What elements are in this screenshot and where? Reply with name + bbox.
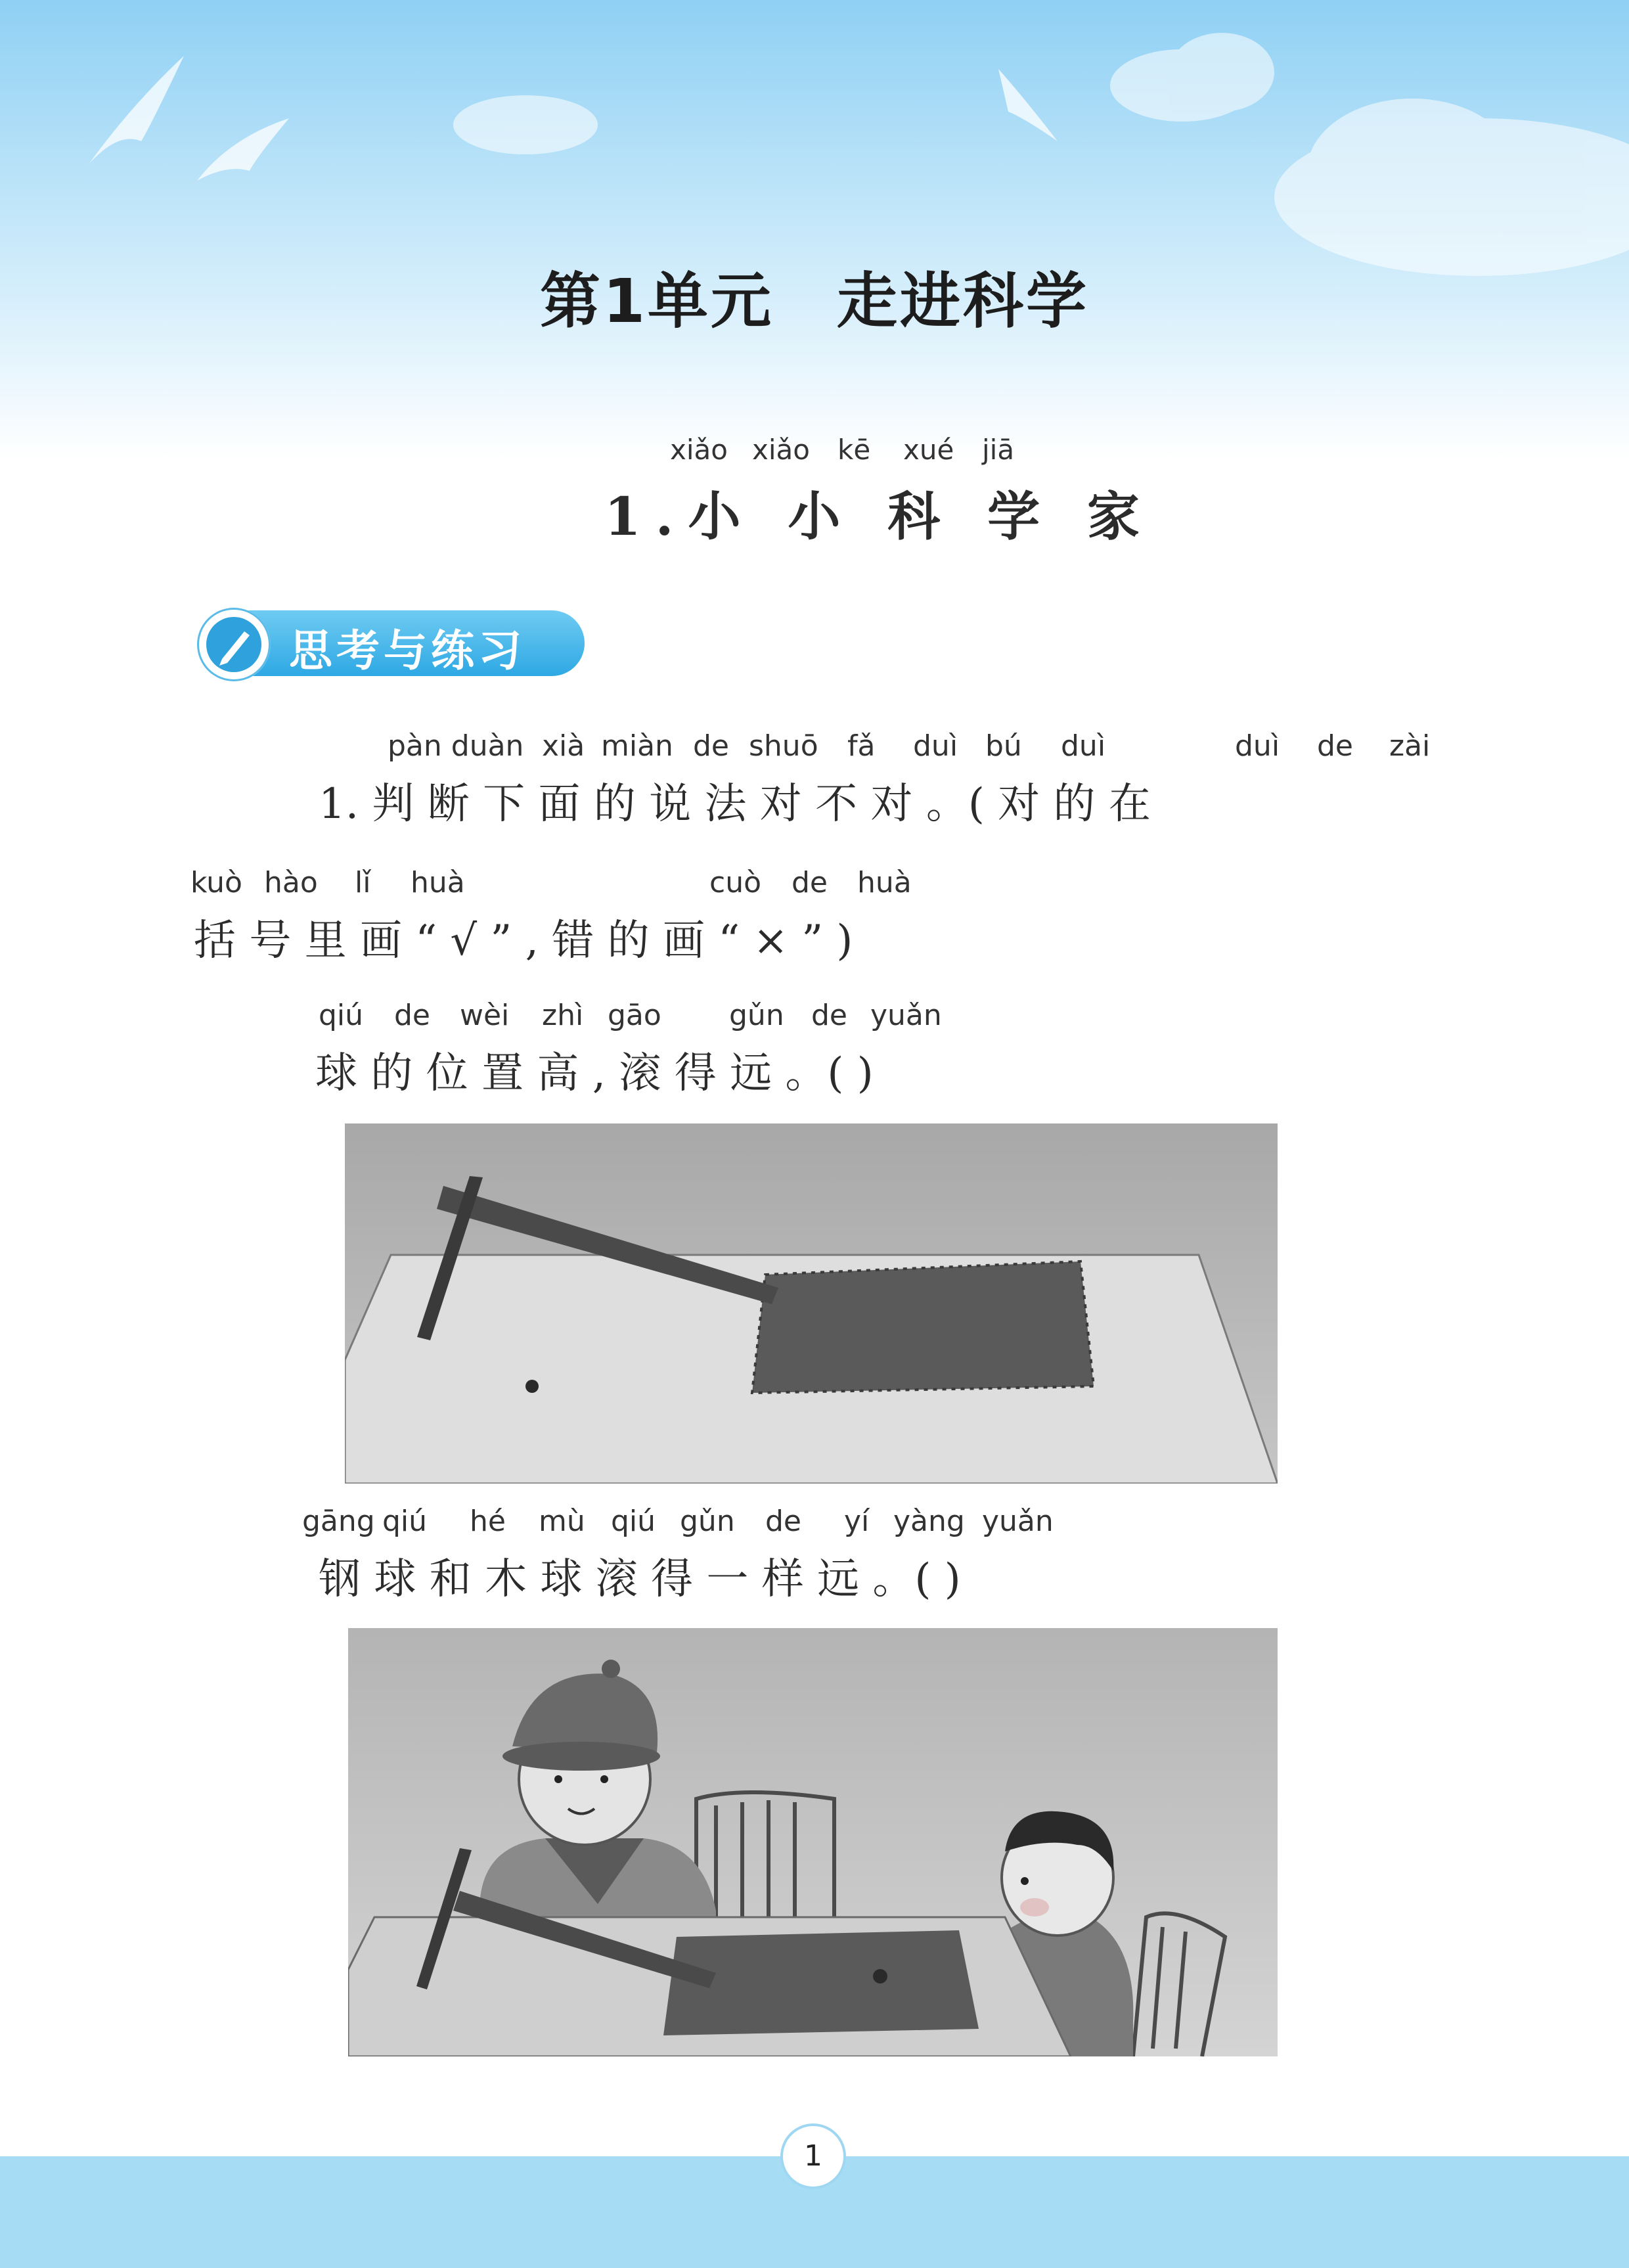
lesson-number: 1. [604, 486, 688, 547]
bird-icon [89, 56, 184, 164]
unit-title [0, 253, 1629, 340]
section-title: 思考与练习 [289, 625, 525, 676]
question-item-a-text: 球 的 位 置 高 , 滚 得 远 。( ) [315, 1049, 874, 1098]
lesson-title-pinyin: xiǎo xiǎo kē xué jiā [670, 434, 1015, 466]
lesson-title-text [604, 474, 1154, 550]
question-item-a [315, 999, 1235, 1097]
pencil-icon [197, 608, 271, 681]
question-1-line-1 [309, 729, 1465, 828]
lesson-name: 小 小 科 学 家 [688, 486, 1154, 547]
page-number: 1 [780, 2123, 846, 2189]
question-1-line-2-pinyin: kuò hào lǐ huà cuò de huà [190, 866, 912, 899]
children-experiment-illustration [348, 1628, 1278, 2056]
section-badge [197, 608, 591, 681]
towel [752, 1261, 1094, 1393]
header-decoration [0, 0, 1629, 460]
bird-icon [197, 118, 289, 181]
question-1-line-2-text: 括 号 里 画 “ √ ” , 错 的 画 “ × ” ) [194, 917, 853, 965]
unit-name: 走进科学 [837, 266, 1090, 336]
question-1-line-2 [190, 866, 1439, 964]
question-item-b [302, 1505, 1353, 1603]
question-item-b-text: 钢 球 和 木 球 滚 得 一 样 远 。( ) [319, 1555, 961, 1604]
bird-icon [998, 69, 1058, 141]
question-number: 1. [319, 780, 359, 828]
ramp-illustration [345, 1123, 1278, 1484]
unit-number: 第1单元 [539, 266, 774, 336]
question-item-a-pinyin: qiú de wèi zhì gāo gǔn de yuǎn [319, 999, 942, 1032]
ball [873, 1969, 887, 1984]
ball [525, 1380, 539, 1393]
question-1-line-1-text: 1. 判 断 下 面 的 说 法 对 不 对 。( 对 的 在 [319, 780, 1151, 828]
question-item-b-pinyin: gāng qiú hé mù qiú gǔn de yí yàng yuǎn [302, 1505, 1054, 1538]
question-1-line-1-pinyin: pàn duàn xià miàn de shuō fǎ duì bú duì duì de zài [388, 729, 1431, 763]
lesson-title [604, 434, 1154, 547]
